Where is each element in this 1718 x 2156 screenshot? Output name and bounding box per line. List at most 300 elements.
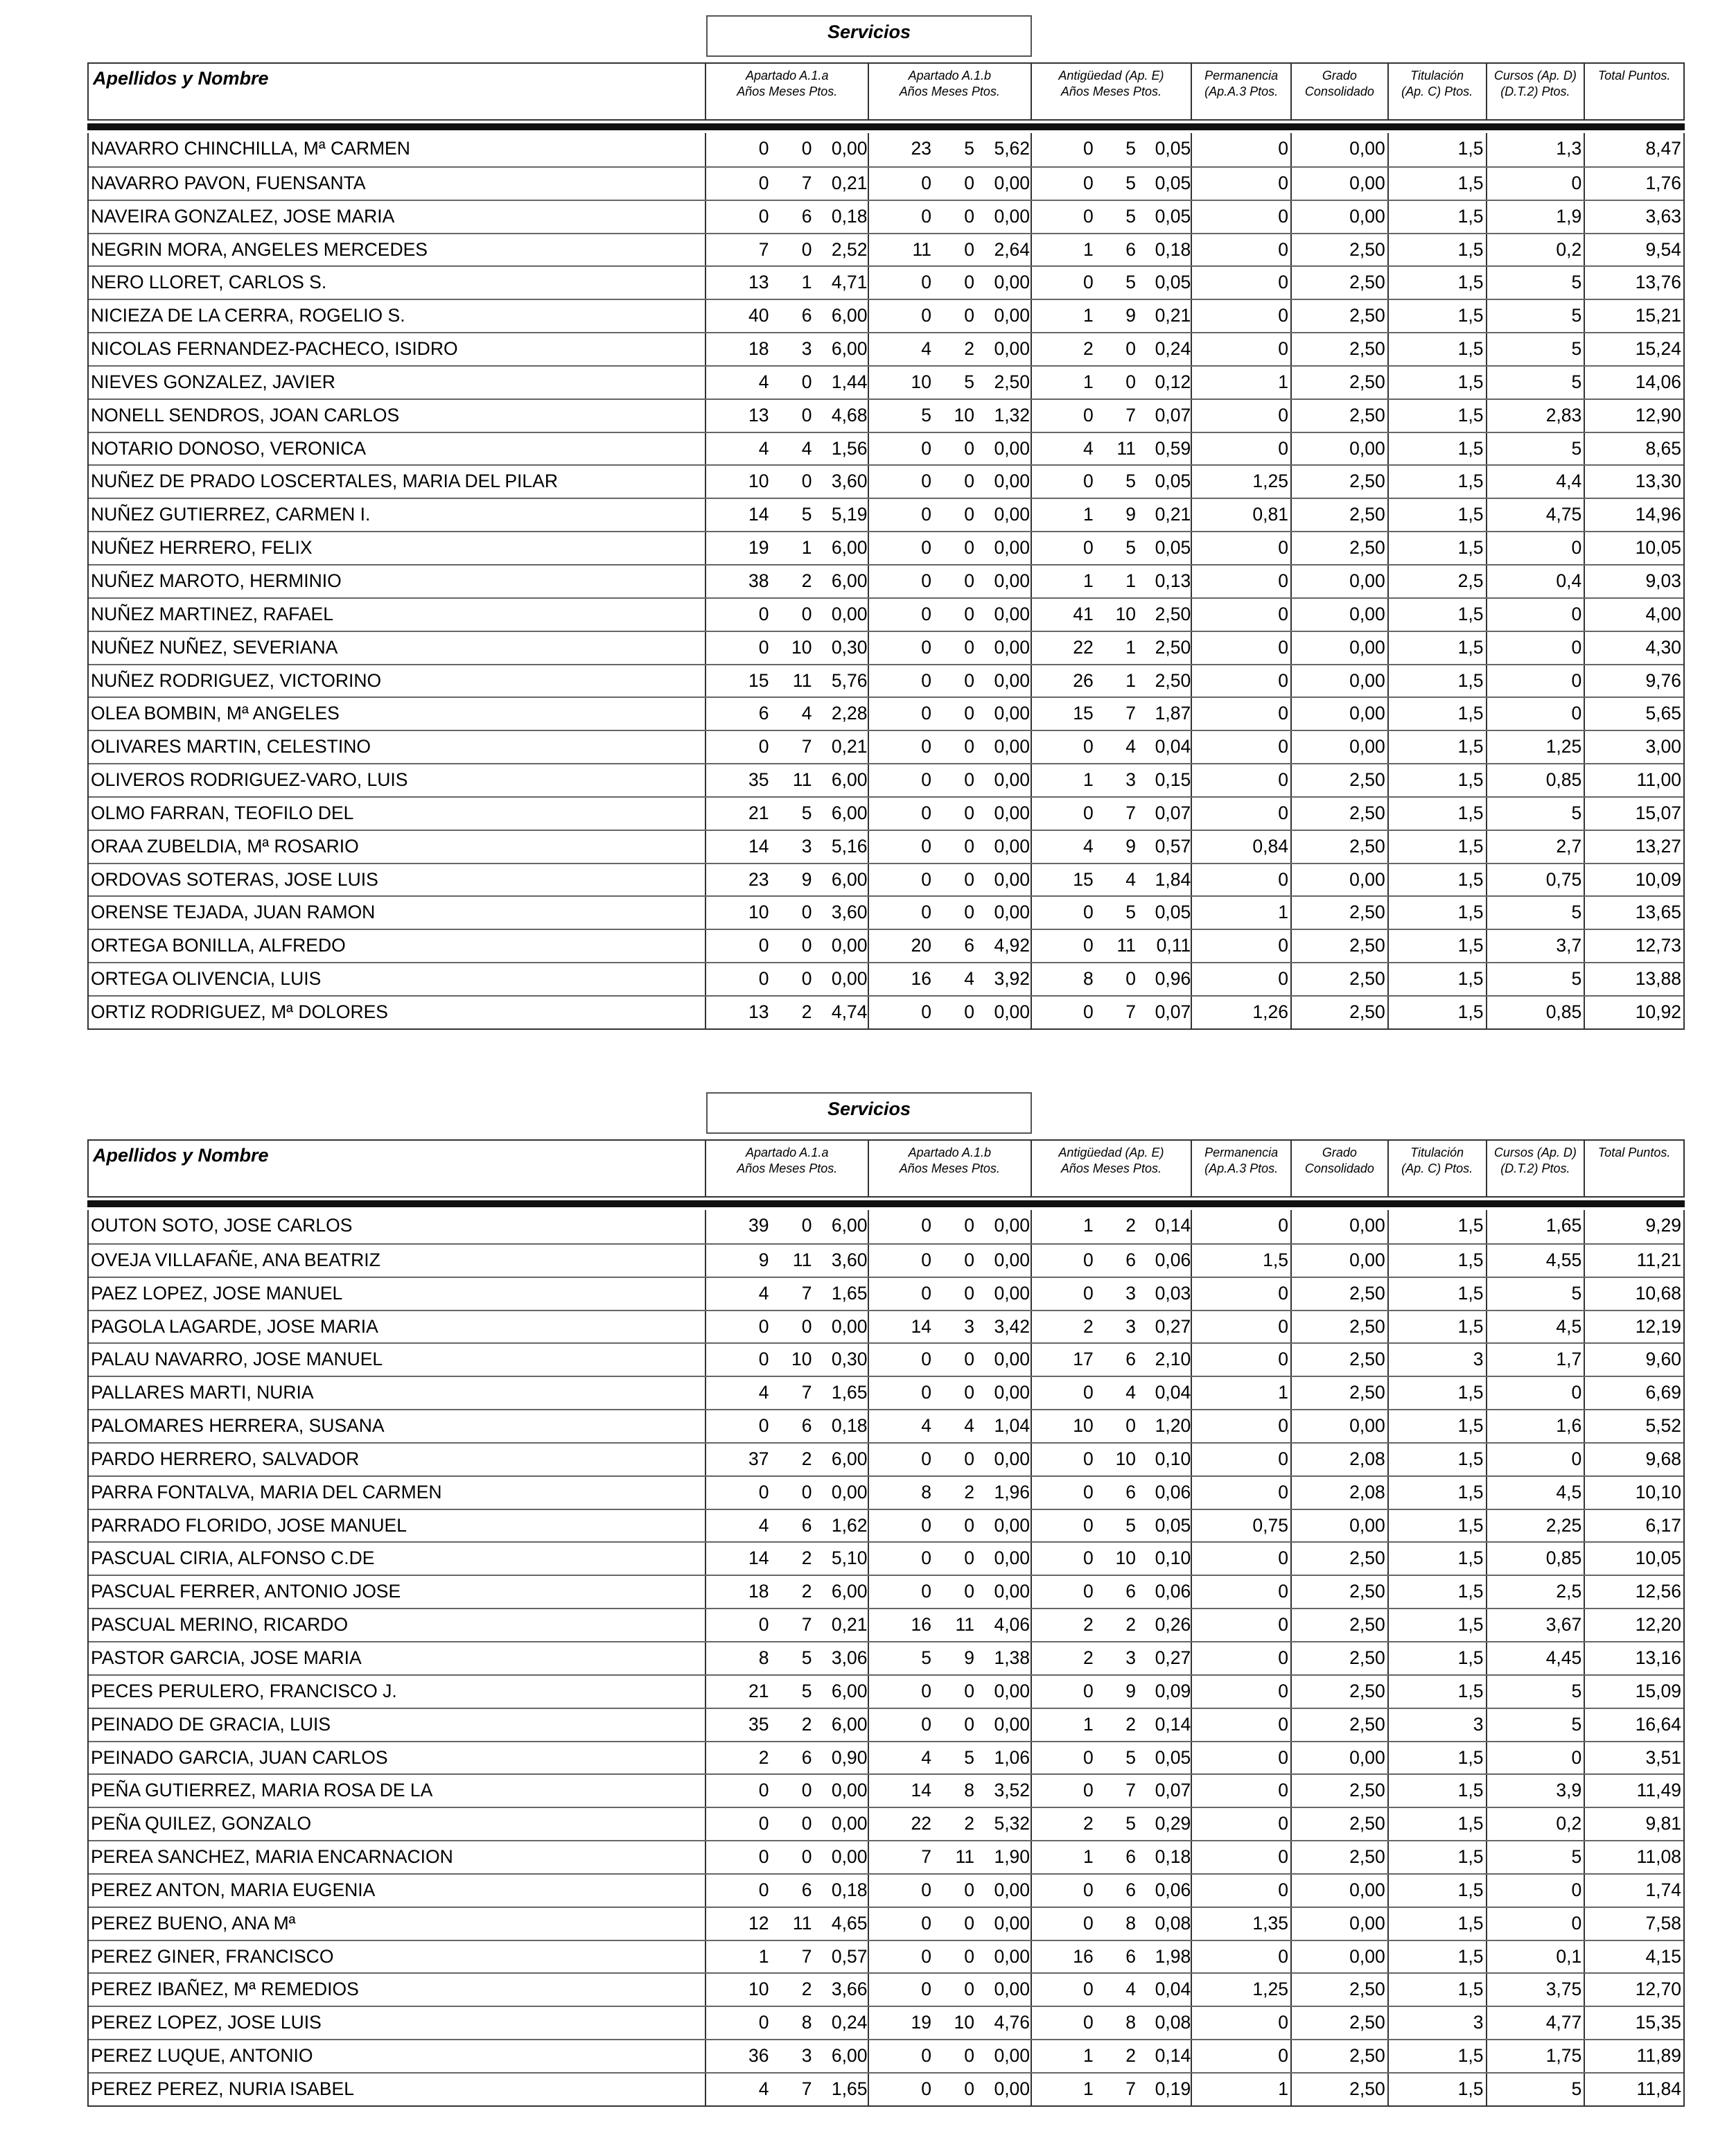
cell-grado: 0,00: [1292, 1941, 1389, 1973]
a1a-points: 0,00: [831, 1481, 868, 1502]
antiguedad-points: 0,08: [1155, 2012, 1191, 2033]
a1b-months: 0: [964, 1448, 975, 1469]
a1b-years: 4: [921, 338, 932, 360]
cell-antiguedad: [1032, 665, 1193, 697]
a1b-points: 0,00: [994, 2078, 1031, 2099]
a1a-points: 4,74: [831, 1001, 868, 1022]
antiguedad-months: 8: [1125, 1912, 1137, 1934]
cell-a1b: [869, 532, 1032, 564]
cell-titulacion: 1,5: [1389, 1808, 1487, 1840]
cell-name: NUÑEZ DE PRADO LOSCERTALES, MARIA DEL PILAR: [89, 466, 706, 498]
a1a-months: 5: [801, 504, 812, 525]
cell-grado: 2,50: [1292, 532, 1389, 564]
a1b-points: 0,00: [994, 1912, 1031, 1934]
cell-a1a: [706, 267, 869, 299]
a1a-years: 40: [748, 305, 769, 326]
cell-a1a: [706, 133, 869, 166]
header-rule: [87, 123, 1685, 130]
antiguedad-points: 0,07: [1155, 1780, 1191, 1801]
antiguedad-years: 26: [1073, 669, 1094, 691]
cell-titulacion: 1,5: [1389, 599, 1487, 631]
cell-a1a: [706, 1210, 869, 1243]
a1b-years: 0: [921, 1249, 932, 1270]
cell-cursos: 0: [1487, 1875, 1586, 1907]
table-row: [89, 1310, 1683, 1343]
cell-a1a: [706, 1510, 869, 1542]
a1a-years: 0: [758, 1415, 769, 1437]
cell-a1a: [706, 764, 869, 796]
table-row: [89, 995, 1683, 1028]
a1b-years: 0: [921, 172, 932, 193]
a1a-years: 4: [758, 2078, 769, 2099]
cell-permanencia: 0: [1192, 1609, 1292, 1641]
table-row: [89, 133, 1683, 166]
a1b-years: 0: [921, 1979, 932, 2000]
cell-grado: 2,50: [1292, 1841, 1389, 1873]
cell-antiguedad: [1032, 2007, 1193, 2039]
antiguedad-months: 4: [1125, 736, 1137, 757]
antiguedad-years: 4: [1082, 437, 1094, 459]
cell-cursos: 1,75: [1487, 2040, 1586, 2072]
cell-permanencia: 0: [1192, 930, 1292, 962]
cell-permanencia: 0: [1192, 1444, 1292, 1475]
antiguedad-points: 0,06: [1155, 1581, 1191, 1602]
cell-titulacion: 1,5: [1389, 1410, 1487, 1442]
cell-permanencia: 0: [1192, 133, 1292, 166]
a1a-months: 0: [801, 935, 812, 956]
a1a-years: 7: [758, 238, 769, 260]
cell-grado: 0,00: [1292, 1742, 1389, 1774]
a1b-months: 10: [954, 2012, 975, 2033]
a1b-years: 5: [921, 404, 932, 426]
cell-total: 15,35: [1635, 2012, 1682, 2033]
antiguedad-points: 0,57: [1155, 835, 1191, 857]
cell-total: 11,89: [1636, 2045, 1682, 2067]
cell-name: NEGRIN MORA, ANGELES MERCEDES: [89, 234, 706, 266]
cell-cursos: 4,5: [1487, 1477, 1586, 1509]
cell-permanencia: 0: [1192, 665, 1292, 697]
header-rule: [87, 1200, 1685, 1207]
antiguedad-years: 1: [1082, 1846, 1094, 1868]
a1b-points: 0,00: [994, 802, 1031, 823]
cell-titulacion: 1,5: [1389, 1642, 1487, 1674]
antiguedad-points: 0,05: [1155, 138, 1191, 159]
a1a-years: 4: [758, 437, 769, 459]
cell-grado: 2,50: [1292, 1344, 1389, 1376]
cell-a1b: [869, 333, 1032, 365]
cell-name: ORTEGA OLIVENCIA, LUIS: [89, 963, 706, 995]
table-row: [89, 200, 1683, 233]
cell-titulacion: 1,5: [1389, 698, 1487, 730]
cell-total: 9,60: [1645, 1349, 1682, 1370]
cell-antiguedad: [1032, 2074, 1193, 2105]
cell-name: PEREZ ANTON, MARIA EUGENIA: [89, 1875, 706, 1907]
cell-a1b: [869, 731, 1032, 763]
cell-a1b: [869, 1543, 1032, 1575]
cell-cursos: 0,85: [1487, 1543, 1586, 1575]
antiguedad-years: 1: [1082, 1215, 1094, 1236]
cell-titulacion: 1,5: [1389, 1543, 1487, 1575]
table-row: [89, 1773, 1683, 1807]
cell-antiguedad: [1032, 267, 1193, 299]
cell-a1a: [706, 1311, 869, 1343]
cell-a1a: [706, 665, 869, 697]
col-permanencia-header: Permanencia (Ap.A.3 Ptos.: [1192, 1141, 1292, 1196]
a1b-months: 0: [964, 902, 975, 923]
cell-permanencia: 0: [1192, 1875, 1292, 1907]
a1a-years: 37: [748, 1448, 769, 1469]
a1b-years: 10: [911, 371, 932, 392]
a1a-months: 6: [801, 1415, 812, 1437]
a1b-points: 0,00: [994, 338, 1031, 360]
cell-cursos: 5: [1487, 367, 1586, 398]
cell-a1b: [869, 1311, 1032, 1343]
cell-permanencia: 0: [1192, 1709, 1292, 1741]
a1b-months: 0: [964, 769, 975, 791]
cell-permanencia: 0,75: [1192, 1510, 1292, 1542]
cell-name: OLIVEROS RODRIGUEZ-VARO, LUIS: [89, 764, 706, 796]
cell-grado: 0,00: [1292, 698, 1389, 730]
table-row: [89, 1342, 1683, 1376]
antiguedad-months: 1: [1125, 636, 1137, 658]
a1a-years: 0: [758, 1813, 769, 1834]
cell-a1b: [869, 1676, 1032, 1708]
cell-antiguedad: [1032, 1875, 1193, 1907]
a1a-points: 6,00: [831, 1713, 868, 1735]
antiguedad-years: 0: [1082, 1879, 1094, 1900]
antiguedad-points: 1,98: [1155, 1945, 1191, 1967]
a1a-months: 3: [801, 835, 812, 857]
cell-permanencia: 0: [1192, 1676, 1292, 1708]
cell-permanencia: 0: [1192, 1278, 1292, 1310]
cell-cursos: 3,9: [1487, 1775, 1586, 1807]
cell-a1b: [869, 466, 1032, 498]
a1a-years: 9: [758, 1249, 769, 1270]
a1b-years: 0: [921, 272, 932, 293]
cell-titulacion: 1,5: [1389, 499, 1487, 531]
antiguedad-points: 0,07: [1155, 404, 1191, 426]
servicios-heading: Servicios: [706, 1092, 1032, 1134]
cell-permanencia: 1: [1192, 1377, 1292, 1409]
cell-titulacion: 1,5: [1389, 433, 1487, 465]
antiguedad-months: 0: [1125, 371, 1137, 392]
col-titulacion-header: Titulación (Ap. C) Ptos.: [1389, 1141, 1487, 1196]
a1b-points: 0,00: [994, 1349, 1031, 1370]
table-row: [89, 863, 1683, 896]
cell-antiguedad: [1032, 1510, 1193, 1542]
cell-permanencia: 0: [1192, 2040, 1292, 2072]
a1a-points: 0,21: [831, 172, 868, 193]
table-row: [89, 233, 1683, 266]
a1b-months: 0: [964, 1581, 975, 1602]
cell-antiguedad: [1032, 1477, 1193, 1509]
cell-total: 6,69: [1645, 1382, 1682, 1403]
a1a-points: 0,00: [831, 935, 868, 956]
a1b-points: 4,92: [994, 935, 1031, 956]
antiguedad-points: 0,59: [1155, 437, 1191, 459]
cell-permanencia: 0: [1192, 267, 1292, 299]
antiguedad-years: 0: [1082, 736, 1094, 757]
cell-antiguedad: [1032, 930, 1193, 962]
cell-antiguedad: [1032, 963, 1193, 995]
cell-grado: 0,00: [1292, 168, 1389, 200]
antiguedad-months: 9: [1125, 305, 1137, 326]
cell-titulacion: 1,5: [1389, 1311, 1487, 1343]
col-titulacion-header: Titulación (Ap. C) Ptos.: [1389, 64, 1487, 119]
antiguedad-months: 2: [1125, 2045, 1137, 2067]
cell-titulacion: 1,5: [1389, 798, 1487, 830]
a1b-months: 10: [954, 404, 975, 426]
a1a-months: 0: [801, 1846, 812, 1868]
cell-name: NUÑEZ NUÑEZ, SEVERIANA: [89, 632, 706, 664]
a1b-points: 0,00: [994, 868, 1031, 890]
cell-a1a: [706, 698, 869, 730]
cell-a1a: [706, 1377, 869, 1409]
cell-titulacion: 1,5: [1389, 1908, 1487, 1940]
cell-total: 3,00: [1645, 736, 1682, 757]
a1b-months: 2: [964, 1481, 975, 1502]
cell-a1a: [706, 499, 869, 531]
cell-name: OVEJA VILLAFAÑE, ANA BEATRIZ: [89, 1245, 706, 1277]
cell-a1a: [706, 2007, 869, 2039]
a1a-points: 6,00: [831, 2045, 868, 2067]
a1b-years: 0: [921, 570, 932, 591]
cell-grado: 2,50: [1292, 234, 1389, 266]
cell-permanencia: 0: [1192, 764, 1292, 796]
cell-name: PASCUAL MERINO, RICARDO: [89, 1609, 706, 1641]
a1b-points: 0,00: [994, 205, 1031, 227]
antiguedad-months: 1: [1125, 570, 1137, 591]
cell-total: 11,84: [1636, 2078, 1682, 2099]
table-row: [89, 1840, 1683, 1873]
cell-titulacion: 1,5: [1389, 466, 1487, 498]
cell-permanencia: 0: [1192, 234, 1292, 266]
a1a-points: 1,44: [831, 371, 868, 392]
cell-name: NUÑEZ RODRIGUEZ, VICTORINO: [89, 665, 706, 697]
cell-titulacion: 1,5: [1389, 168, 1487, 200]
a1a-months: 0: [801, 968, 812, 990]
a1b-years: 20: [911, 935, 932, 956]
a1b-months: 0: [964, 537, 975, 559]
a1b-months: 0: [964, 1249, 975, 1270]
cell-antiguedad: [1032, 599, 1193, 631]
a1b-months: 0: [964, 603, 975, 624]
cell-grado: 2,50: [1292, 1311, 1389, 1343]
antiguedad-years: 0: [1082, 205, 1094, 227]
cell-grado: 2,50: [1292, 300, 1389, 332]
antiguedad-years: 0: [1082, 902, 1094, 923]
a1b-points: 0,00: [994, 603, 1031, 624]
a1b-months: 0: [964, 504, 975, 525]
cell-antiguedad: [1032, 2040, 1193, 2072]
a1b-months: 4: [964, 968, 975, 990]
table-row: [89, 265, 1683, 299]
a1a-points: 6,00: [831, 338, 868, 360]
a1b-years: 22: [911, 1813, 932, 1834]
cell-titulacion: 1,5: [1389, 1775, 1487, 1807]
cell-total: 3,51: [1645, 1746, 1682, 1768]
a1a-years: 4: [758, 371, 769, 392]
antiguedad-months: 5: [1125, 205, 1137, 227]
antiguedad-years: 0: [1082, 1382, 1094, 1403]
a1b-years: 0: [921, 1713, 932, 1735]
cell-name: ORTIZ RODRIGUEZ, Mª DOLORES: [89, 997, 706, 1028]
column-header-row: [87, 1139, 1685, 1198]
cell-total: 9,54: [1645, 238, 1682, 260]
cell-a1a: [706, 1410, 869, 1442]
table-row: [89, 1807, 1683, 1840]
a1a-points: 6,00: [831, 769, 868, 791]
cell-a1a: [706, 2074, 869, 2105]
cell-grado: 2,50: [1292, 1278, 1389, 1310]
antiguedad-months: 10: [1115, 1448, 1137, 1469]
cell-a1b: [869, 1444, 1032, 1475]
cell-total: 12,70: [1635, 1979, 1682, 2000]
cell-titulacion: 1,5: [1389, 1941, 1487, 1973]
a1b-months: 9: [964, 1647, 975, 1668]
a1b-points: 0,00: [994, 1448, 1031, 1469]
cell-grado: 2,50: [1292, 963, 1389, 995]
a1a-points: 6,00: [831, 868, 868, 890]
antiguedad-years: 0: [1082, 172, 1094, 193]
a1b-months: 0: [964, 305, 975, 326]
cell-a1b: [869, 168, 1032, 200]
a1a-years: 0: [758, 1481, 769, 1502]
cell-cursos: 0: [1487, 168, 1586, 200]
antiguedad-months: 5: [1125, 471, 1137, 492]
cell-a1a: [706, 831, 869, 863]
cell-a1b: [869, 2040, 1032, 2072]
cell-name: NUÑEZ MAROTO, HERMINIO: [89, 566, 706, 597]
cell-antiguedad: [1032, 1444, 1193, 1475]
a1b-years: 0: [921, 1514, 932, 1536]
a1a-years: 2: [758, 1746, 769, 1768]
a1b-months: 0: [964, 437, 975, 459]
a1b-points: 0,00: [994, 769, 1031, 791]
a1a-years: 38: [748, 570, 769, 591]
antiguedad-years: 1: [1082, 371, 1094, 392]
antiguedad-points: 0,27: [1155, 1647, 1191, 1668]
cell-a1b: [869, 1709, 1032, 1741]
cell-antiguedad: [1032, 499, 1193, 531]
cell-name: NAVARRO PAVON, FUENSANTA: [89, 168, 706, 200]
a1b-years: 0: [921, 305, 932, 326]
cell-grado: 0,00: [1292, 1908, 1389, 1940]
cell-a1b: [869, 864, 1032, 896]
a1b-points: 0,00: [994, 1382, 1031, 1403]
a1b-months: 0: [964, 2045, 975, 2067]
cell-permanencia: 0: [1192, 333, 1292, 365]
cell-permanencia: 0: [1192, 1941, 1292, 1973]
cell-a1a: [706, 997, 869, 1028]
a1a-points: 0,90: [831, 1746, 868, 1768]
a1a-points: 4,71: [831, 272, 868, 293]
cell-total: 10,10: [1635, 1481, 1682, 1502]
a1b-years: 0: [921, 504, 932, 525]
table-row: [89, 332, 1683, 365]
a1a-years: 23: [748, 868, 769, 890]
a1b-years: 11: [912, 238, 932, 260]
a1a-years: 6: [758, 703, 769, 724]
cell-a1b: [869, 831, 1032, 863]
cell-a1a: [706, 1543, 869, 1575]
a1b-months: 0: [964, 1514, 975, 1536]
antiguedad-months: 0: [1125, 338, 1137, 360]
cell-a1b: [869, 566, 1032, 597]
cell-permanencia: 0: [1192, 1841, 1292, 1873]
cell-titulacion: 1,5: [1389, 1278, 1487, 1310]
cell-titulacion: 3: [1389, 1344, 1487, 1376]
a1b-years: 5: [921, 1647, 932, 1668]
a1b-months: 0: [964, 802, 975, 823]
cell-a1a: [706, 1908, 869, 1940]
a1a-months: 7: [801, 1382, 812, 1403]
a1a-years: 14: [748, 1548, 769, 1569]
a1b-points: 3,42: [994, 1315, 1031, 1337]
cell-titulacion: 2,5: [1389, 566, 1487, 597]
a1b-years: 0: [921, 1001, 932, 1022]
a1b-years: 0: [921, 471, 932, 492]
antiguedad-years: 1: [1082, 504, 1094, 525]
a1b-points: 0,00: [994, 437, 1031, 459]
antiguedad-points: 2,50: [1155, 603, 1191, 624]
cell-a1a: [706, 1444, 869, 1475]
col-name-header: Apellidos y Nombre: [89, 64, 706, 119]
cell-permanencia: 0: [1192, 632, 1292, 664]
a1a-points: 0,18: [831, 1879, 868, 1900]
col-antiguedad-header: Antigüedad (Ap. E) Años Meses Ptos.: [1032, 1141, 1193, 1196]
cell-titulacion: 1,5: [1389, 1377, 1487, 1409]
cell-antiguedad: [1032, 831, 1193, 863]
cell-antiguedad: [1032, 400, 1193, 432]
a1a-months: 5: [801, 1647, 812, 1668]
a1a-points: 6,00: [831, 1680, 868, 1701]
servicios-heading: Servicios: [706, 15, 1032, 57]
a1a-months: 0: [801, 404, 812, 426]
cell-antiguedad: [1032, 566, 1193, 597]
a1b-months: 0: [964, 471, 975, 492]
a1a-months: 2: [801, 1548, 812, 1569]
a1b-points: 0,00: [994, 570, 1031, 591]
table-row: [89, 464, 1683, 498]
cell-permanencia: 0: [1192, 1344, 1292, 1376]
a1b-points: 1,38: [994, 1647, 1031, 1668]
antiguedad-months: 5: [1125, 172, 1137, 193]
cell-titulacion: 1,5: [1389, 333, 1487, 365]
cell-a1a: [706, 367, 869, 398]
cell-antiguedad: [1032, 234, 1193, 266]
cell-grado: 2,50: [1292, 1808, 1389, 1840]
a1a-months: 6: [801, 1879, 812, 1900]
cell-cursos: 0: [1487, 1444, 1586, 1475]
cell-a1a: [706, 1278, 869, 1310]
cell-a1a: [706, 1709, 869, 1741]
table-row: [89, 2006, 1683, 2039]
antiguedad-years: 8: [1082, 968, 1094, 990]
cell-cursos: 1,6: [1487, 1410, 1586, 1442]
cell-name: PEREZ LUQUE, ANTONIO: [89, 2040, 706, 2072]
antiguedad-points: 1,20: [1155, 1415, 1191, 1437]
antiguedad-months: 6: [1125, 1249, 1137, 1270]
cell-grado: 0,00: [1292, 1245, 1389, 1277]
a1a-points: 0,00: [831, 1846, 868, 1868]
antiguedad-years: 10: [1073, 1415, 1094, 1437]
a1a-months: 4: [801, 703, 812, 724]
cell-total: 12,90: [1635, 404, 1682, 426]
antiguedad-months: 9: [1125, 504, 1137, 525]
cell-titulacion: 1,5: [1389, 1245, 1487, 1277]
a1a-months: 4: [801, 437, 812, 459]
